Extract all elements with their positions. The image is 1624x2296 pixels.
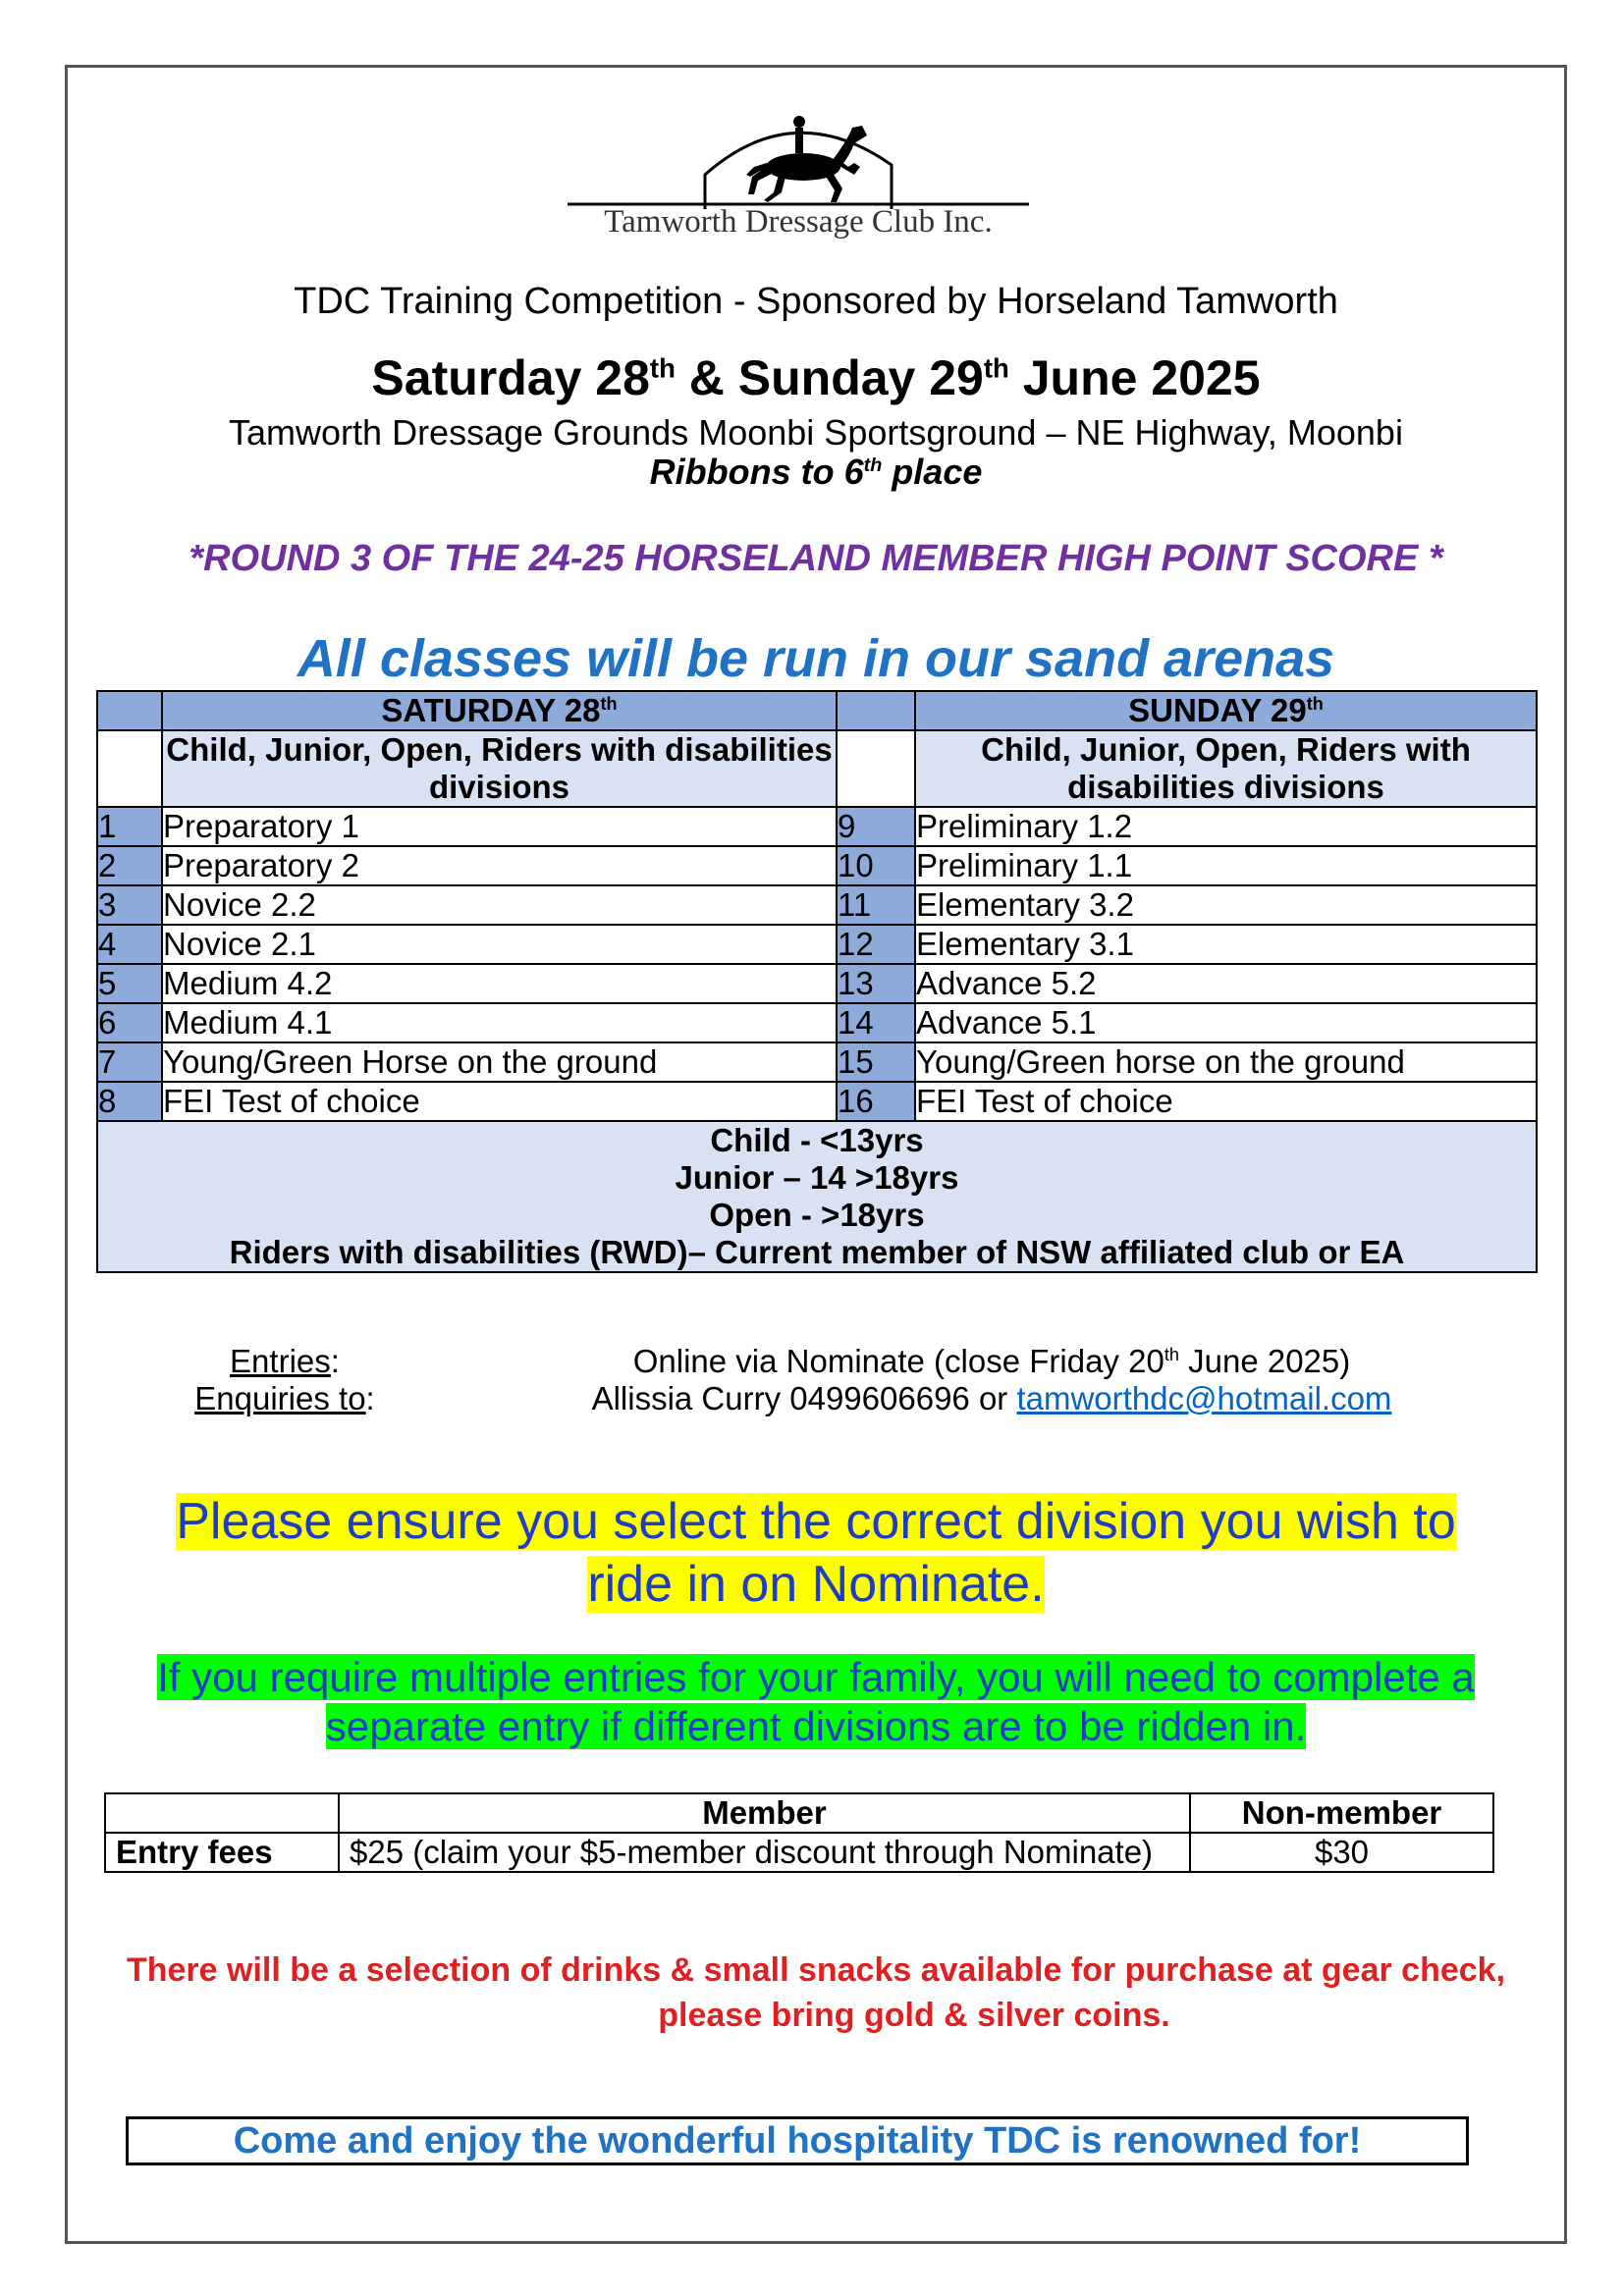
class-name: Elementary 3.1 — [915, 925, 1537, 964]
class-number: 3 — [97, 885, 162, 925]
family-entries-notice: If you require multiple entries for your family, you will need to complete a separate entry if different divisions are to be ridden in. — [157, 1654, 1475, 1749]
class-name: Elementary 3.2 — [915, 885, 1537, 925]
class-name: Young/Green horse on the ground — [915, 1042, 1537, 1082]
nonmember-column-header: Non-member — [1190, 1793, 1493, 1833]
class-name: Novice 2.2 — [162, 885, 837, 925]
fees-row — [105, 1833, 1493, 1872]
hospitality-banner: Come and enjoy the wonderful hospitality TDC is renowned for! — [126, 2116, 1469, 2165]
class-name: Medium 4.2 — [162, 964, 837, 1003]
table-row — [97, 1082, 1537, 1121]
classes-header-row — [97, 691, 1537, 730]
class-name: Preliminary 1.1 — [915, 846, 1537, 885]
class-number: 12 — [837, 925, 915, 964]
note-line: Riders with disabilities (RWD)– Current member of NSW affiliated club or EA — [229, 1234, 1405, 1270]
saturday-divisions: Child, Junior, Open, Riders with disabilities divisions — [162, 730, 837, 807]
age-notes-row — [97, 1121, 1537, 1272]
sponsor-line: TDC Training Competition - Sponsored by Horseland Tamworth — [294, 281, 1338, 322]
class-name: Preparatory 2 — [162, 846, 837, 885]
arenas-heading: All classes will be run in our sand arenas — [297, 629, 1335, 688]
note-line: Junior – 14 >18yrs — [675, 1159, 959, 1196]
club-logo-text: Tamworth Dressage Club Inc. — [604, 204, 993, 240]
note-line: Open - >18yrs — [709, 1197, 925, 1233]
member-column-header: Member — [339, 1793, 1190, 1833]
class-name: Medium 4.1 — [162, 1003, 837, 1042]
entry-fees-table — [104, 1792, 1494, 1873]
table-row — [97, 1042, 1537, 1082]
sunday-heading: SUNDAY 29th — [915, 691, 1537, 730]
class-number: 5 — [97, 964, 162, 1003]
table-row — [97, 846, 1537, 885]
table-row — [97, 885, 1537, 925]
note-line: Child - <13yrs — [710, 1122, 924, 1158]
class-name: Novice 2.1 — [162, 925, 837, 964]
sunday-divisions: Child, Junior, Open, Riders with disabilities divisions — [915, 730, 1537, 807]
snacks-notice: There will be a selection of drinks & small snacks available for purchase at gear check, please bring gold & silver coins. — [126, 1951, 1506, 2034]
class-number: 6 — [97, 1003, 162, 1042]
table-row — [97, 925, 1537, 964]
class-number: 8 — [97, 1082, 162, 1121]
enquiries-value: Allissia Curry 0499606696 or tamworthdc@hotmail.com — [591, 1380, 1392, 1416]
nonmember-fee: $30 — [1190, 1833, 1493, 1872]
round-notice: *ROUND 3 OF THE 24-25 HORSELAND MEMBER HIGH POINT SCORE * — [189, 538, 1443, 579]
class-number: 2 — [97, 846, 162, 885]
table-row — [97, 964, 1537, 1003]
age-notes — [97, 1121, 1537, 1272]
fees-row-label: Entry fees — [105, 1833, 339, 1872]
class-number: 1 — [97, 807, 162, 846]
class-number: 13 — [837, 964, 915, 1003]
club-logo — [568, 106, 1029, 253]
entries-label: Entries: — [230, 1343, 340, 1379]
saturday-heading: SATURDAY 28th — [162, 691, 837, 730]
classes-divisions-row — [97, 730, 1537, 807]
class-name: FEI Test of choice — [915, 1082, 1537, 1121]
class-number: 15 — [837, 1042, 915, 1082]
fees-header-row — [105, 1793, 1493, 1833]
class-name: Preliminary 1.2 — [915, 807, 1537, 846]
table-row — [97, 1003, 1537, 1042]
class-name: Young/Green Horse on the ground — [162, 1042, 837, 1082]
class-number: 16 — [837, 1082, 915, 1121]
class-number: 11 — [837, 885, 915, 925]
enquiries-label: Enquiries to: — [194, 1380, 375, 1416]
event-date: Saturday 28th & Sunday 29th June 2025 — [371, 350, 1261, 405]
email-link[interactable]: tamworthdc@hotmail.com — [1016, 1380, 1392, 1416]
class-name: FEI Test of choice — [162, 1082, 837, 1121]
class-number: 9 — [837, 807, 915, 846]
dressage-horse-rider-logo-icon — [568, 106, 1029, 214]
class-name: Advance 5.1 — [915, 1003, 1537, 1042]
venue: Tamworth Dressage Grounds Moonbi Sportsground – NE Highway, Moonbi — [229, 412, 1403, 453]
entries-value: Online via Nominate (close Friday 20th June 2025) — [632, 1343, 1351, 1379]
ribbons-line: Ribbons to 6th place — [649, 452, 983, 492]
class-number: 10 — [837, 846, 915, 885]
table-row — [97, 807, 1537, 846]
class-number: 14 — [837, 1003, 915, 1042]
class-name: Advance 5.2 — [915, 964, 1537, 1003]
class-number: 4 — [97, 925, 162, 964]
division-notice: Please ensure you select the correct division you wish to ride in on Nominate. — [176, 1493, 1456, 1613]
classes-table — [96, 690, 1538, 1273]
class-number: 7 — [97, 1042, 162, 1082]
class-name: Preparatory 1 — [162, 807, 837, 846]
member-fee: $25 (claim your $5-member discount through Nominate) — [339, 1833, 1190, 1872]
